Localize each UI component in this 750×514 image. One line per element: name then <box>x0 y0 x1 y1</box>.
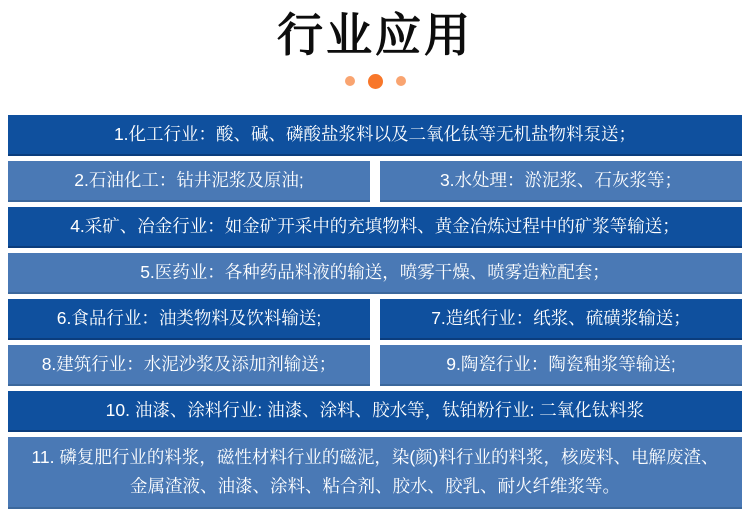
industry-row-1 <box>8 115 742 156</box>
industry-row-3 <box>8 207 742 248</box>
industry-row-4 <box>8 253 742 294</box>
industry-row-5 <box>8 299 742 340</box>
title-dots <box>0 73 750 89</box>
industry-row-6 <box>8 345 742 386</box>
industry-item-1: 1.化工行业：酸、碱、磷酸盐浆料以及二氧化钛等无机盐物料泵送； <box>8 115 742 156</box>
page-title: 行业应用 <box>277 9 473 61</box>
industry-row-7 <box>8 391 742 432</box>
title-dot-right-icon <box>396 76 406 86</box>
industry-item-3: 3.水处理：淤泥浆、石灰浆等； <box>380 161 742 202</box>
industry-item-10: 10. 油漆、涂料行业: 油漆、涂料、胶水等，钛铂粉行业: 二氧化钛料浆 <box>8 391 742 432</box>
industry-item-2: 2.石油化工：钻井泥浆及原油; <box>8 161 370 202</box>
industry-item-7: 7.造纸行业：纸浆、硫磺浆输送； <box>380 299 742 340</box>
industry-row-8 <box>8 437 742 509</box>
industry-item-9: 9.陶瓷行业：陶瓷釉浆等输送; <box>380 345 742 386</box>
industry-item-4: 4.采矿、冶金行业：如金矿开采中的充填物料、黄金冶炼过程中的矿浆等输送； <box>8 207 742 248</box>
industry-item-5: 5.医药业：各种药品料液的输送，喷雾干燥、喷雾造粒配套； <box>8 253 742 294</box>
industry-row-2 <box>8 161 742 202</box>
industry-item-11: 11. 磷复肥行业的料浆，磁性材料行业的磁泥，染(颜)料行业的料浆，核废料、电解废渣、金属渣液、油漆、涂料、粘合剂、胶水、胶乳、耐火纤维浆等。 <box>8 437 742 509</box>
industry-item-8: 8.建筑行业：水泥沙浆及添加剂输送； <box>8 345 370 386</box>
industry-item-6: 6.食品行业：油类物料及饮料输送; <box>8 299 370 340</box>
title-dot-center-icon <box>368 74 383 89</box>
title-dot-left-icon <box>345 76 355 86</box>
industry-list <box>8 115 742 509</box>
